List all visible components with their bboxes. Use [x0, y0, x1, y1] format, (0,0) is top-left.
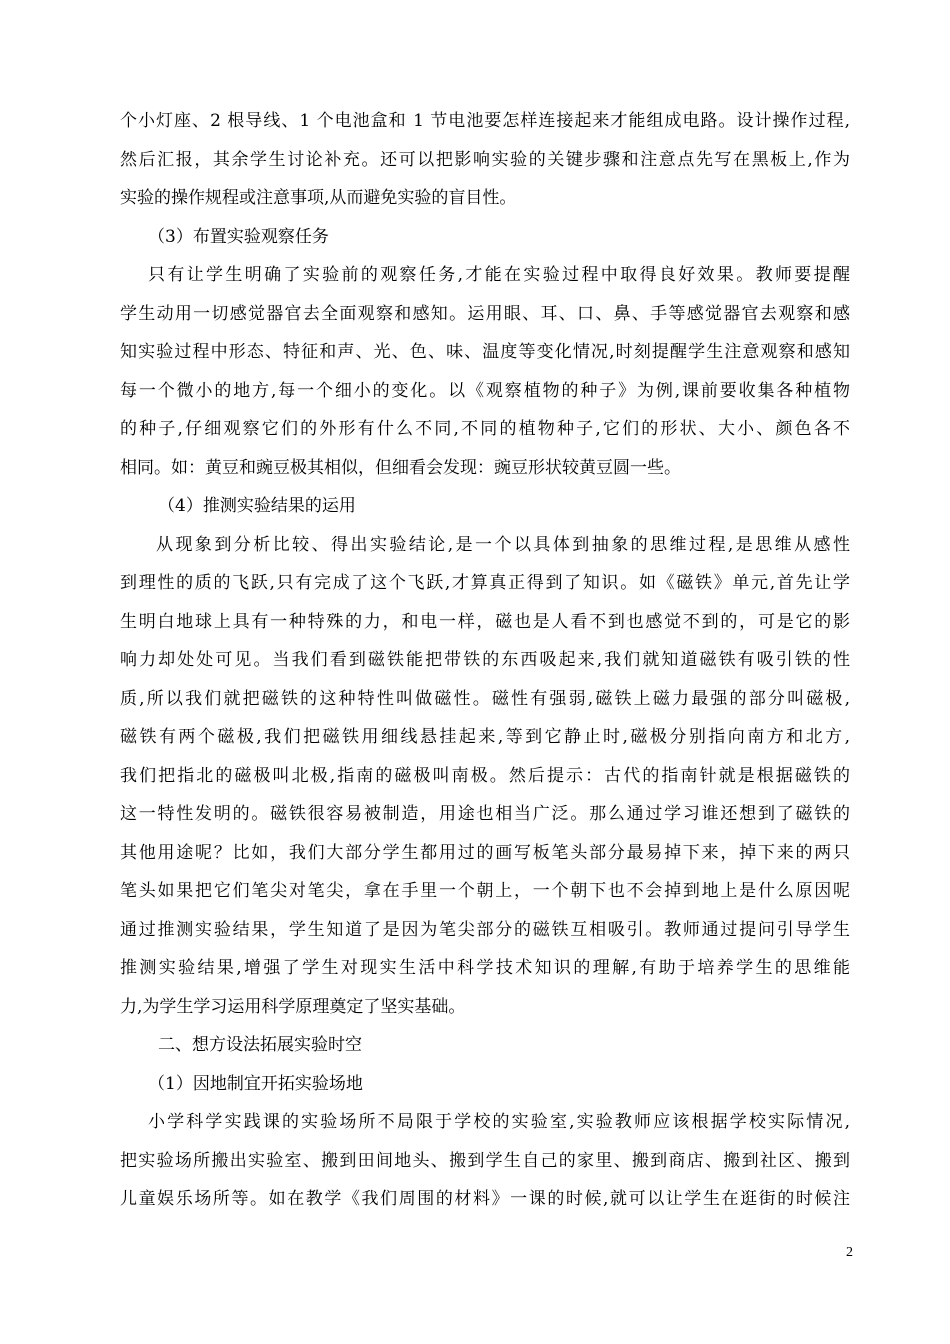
section-heading: （3）布置实验观察任务	[148, 226, 329, 247]
text-line: 生明白地球上具有一种特殊的力，和电一样，磁也是人看不到也感觉不到的，可是它的影	[120, 611, 850, 632]
text-line: 儿童娱乐场所等。如在教学《我们周围的材料》一课的时候,就可以让学生在逛街的时候注	[120, 1189, 850, 1209]
text-line: 把实验场所搬出实验室、搬到田间地头、搬到学生自己的家里、搬到商店、搬到社区、搬到	[120, 1150, 850, 1171]
section-heading: （4）推测实验结果的运用	[158, 496, 356, 516]
text-line: 从现象到分析比较、得出实验结论,是一个以具体到抽象的思维过程,是思维从感性	[156, 534, 850, 555]
text-line: 小学科学实践课的实验场所不局限于学校的实验室,实验教师应该根据学校实际情况,	[148, 1112, 850, 1132]
text-line: 到理性的质的飞跃,只有完成了这个飞跃,才算真正得到了知识。如《磁铁》单元,首先让学	[120, 573, 850, 593]
text-line: 只有让学生明确了实验前的观察任务,才能在实验过程中取得良好效果。教师要提醒	[148, 265, 850, 285]
text-line: 磁铁有两个磁极,我们把磁铁用细线悬挂起来,等到它静止时,磁极分别指向南方和北方,	[120, 727, 850, 747]
text-line: 然后汇报，其余学生讨论补充。还可以把影响实验的关键步骤和注意点先写在黑板上,作为	[120, 149, 850, 170]
section-heading: 二、想方设法拓展实验时空	[158, 1035, 362, 1055]
text-line: 相同。如：黄豆和豌豆极其相似，但细看会发现：豌豆形状较黄豆圆一些。	[120, 457, 681, 478]
text-line: 知实验过程中形态、特征和声、光、色、味、温度等变化情况,时刻提醒学生注意观察和感知	[120, 342, 850, 362]
text-line: 推测实验结果,增强了学生对现实生活中科学技术知识的理解,有助于培养学生的思维能	[120, 958, 850, 978]
text-line: 力,为学生学习运用科学原理奠定了坚实基础。	[120, 996, 466, 1017]
text-line: 这一特性发明的。磁铁很容易被制造，用途也相当广泛。那么通过学习谁还想到了磁铁的	[120, 804, 850, 824]
text-line: 实验的操作规程或注意事项,从而避免实验的盲目性。	[120, 188, 517, 208]
page-number: 2	[846, 1245, 853, 1260]
text-line: 我们把指北的磁极叫北极,指南的磁极叫南极。然后提示：古代的指南针就是根据磁铁的	[120, 765, 850, 786]
text-line: 响力却处处可见。当我们看到磁铁能把带铁的东西吸起来,我们就知道磁铁有吸引铁的性	[120, 650, 850, 670]
text-line: 个小灯座、2 根导线、1 个电池盒和 1 节电池要怎样连接起来才能组成电路。设计操作过程,	[120, 111, 850, 131]
text-line: 其他用途呢？比如，我们大部分学生都用过的画写板笔头部分最易掉下来，掉下来的两只	[120, 842, 850, 863]
text-line: 每一个微小的地方,每一个细小的变化。以《观察植物的种子》为例,课前要收集各种植物	[120, 380, 850, 401]
text-line: 质,所以我们就把磁铁的这种特性叫做磁性。磁性有强弱,磁铁上磁力最强的部分叫磁极,	[120, 688, 850, 709]
text-line: 学生动用一切感觉器官去全面观察和感知。运用眼、耳、口、鼻、手等感觉器官去观察和感	[120, 303, 850, 324]
body-text	[120, 102, 850, 1219]
text-line: 笔头如果把它们笔尖对笔尖，拿在手里一个朝上，一个朝下也不会掉到地上是什么原因呢	[120, 881, 850, 901]
section-heading: （1）因地制宜开拓实验场地	[148, 1073, 363, 1094]
text-line: 通过推测实验结果，学生知道了是因为笔尖部分的磁铁互相吸引。教师通过提问引导学生	[120, 919, 850, 940]
text-line: 的种子,仔细观察它们的外形有什么不同,不同的植物种子,它们的形状、大小、颜色各不	[120, 419, 850, 439]
